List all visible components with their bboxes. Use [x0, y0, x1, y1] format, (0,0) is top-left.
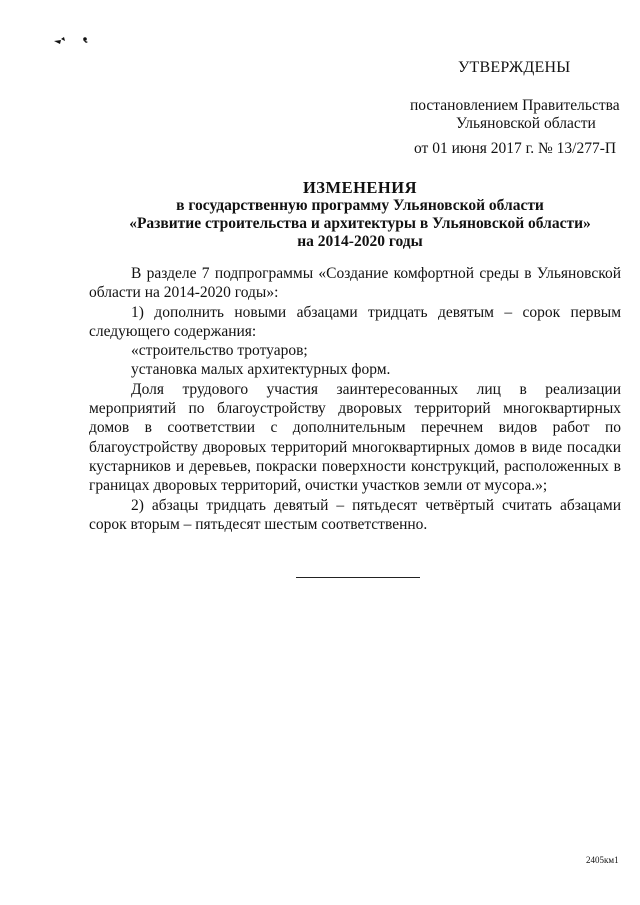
document-code: 2405км1 [586, 855, 619, 865]
scan-artifact-mark [52, 34, 92, 48]
approved-region: Ульяновской области [456, 115, 596, 132]
paragraph-intro: В разделе 7 подпрограммы «Создание комфортной среды в Ульяновской области на 2014-2020 годы»: [89, 265, 621, 302]
paragraph-quote-2: установка малых архитектурных форм. [131, 361, 391, 379]
title-line-3: «Развитие строительства и архитектуры в Ульяновской области» [129, 215, 591, 232]
document-title [80, 179, 640, 251]
title-line-4: на 2014-2020 годы [297, 233, 423, 250]
paragraph-item-1: 1) дополнить новыми абзацами тридцать девятым – сорок первым следующего содержания: [89, 303, 621, 340]
end-divider-line [296, 577, 420, 578]
paragraph-item-2: 2) абзацы тридцать девятый – пятьдесят четвёртый считать абзацами сорок вторым – пятьдесят шестым соответственно. [89, 496, 621, 533]
approval-date-number: от 01 июня 2017 г. № 13/277-П [414, 140, 617, 157]
document-body [89, 264, 621, 534]
paragraph-quote-3: Доля трудового участия заинтересованных лиц в реализации мероприятий по благоустройству дворовых территорий многоквартирных домов в соответствии с дополнительным перечнем видов работ по благоустройству дворовых территорий многоквартирных домов в виде посадки кустарников и деревьев, покраски поверхности конструкций, расположенных в границах дворовых территорий, очистки участков земли от мусора.»; [89, 380, 621, 495]
paragraph-quote-1: «строительство тротуаров; [131, 342, 308, 360]
title-main: ИЗМЕНЕНИЯ [302, 178, 418, 197]
approved-heading: УТВЕРЖДЕНЫ [458, 59, 571, 76]
approved-by: постановлением Правительства [410, 97, 620, 114]
title-line-2: в государственную программу Ульяновской области [176, 197, 544, 214]
